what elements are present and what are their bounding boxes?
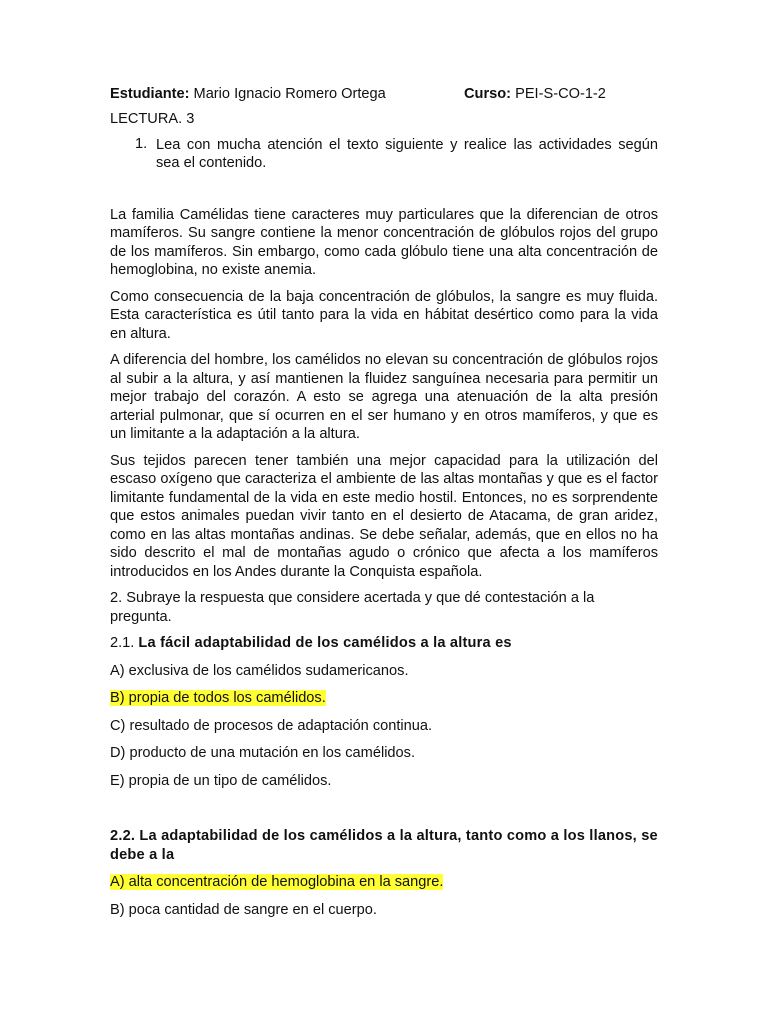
paragraph-4: Sus tejidos parecen tener también una mejor capacidad para la utilización del escaso oxígeno que caracteriza el ambiente de las altas montañas y que es el factor limitante fundamental de la vida en este medio hostil. Entonces, no es sorprendente que estos animales puedan vivir tanto en el desierto de Atacama, de gran aridez, como en las altas montañas andinas. Se debe señalar, además, que en ellos no ha sido descrito el mal de montañas agudo o crónico que afecta a los mamíferos introducidos en los Andes durante la Conquista española. bbox=[110, 452, 658, 580]
option-text: C) resultado de procesos de adaptación continua. bbox=[110, 717, 433, 734]
option-text-highlighted: A) alta concentración de hemoglobina en la sangre. bbox=[110, 874, 444, 890]
option-2-1-d bbox=[110, 744, 658, 763]
question-2-1 bbox=[110, 634, 658, 790]
student-name: Mario Ignacio Romero Ortega bbox=[193, 86, 386, 102]
document-content bbox=[110, 84, 658, 919]
question-2-2 bbox=[110, 827, 658, 919]
option-text: A) exclusiva de los camélidos sudamericanos. bbox=[110, 662, 409, 679]
header-line bbox=[110, 84, 658, 104]
instruction-2: 2. Subraye la respuesta que considere acertada y que dé contestación a la pregunta. bbox=[110, 590, 595, 625]
option-2-1-c bbox=[110, 717, 658, 736]
option-2-2-a bbox=[110, 873, 658, 892]
option-2-1-e bbox=[110, 772, 658, 791]
course-label: Curso: bbox=[464, 86, 512, 102]
paragraph-1: La familia Camélidas tiene caracteres muy particulares que la diferencian de otros mamíferos. Su sangre contiene la menor concentración de glóbulos rojos del grupo de los mamíferos. Sin embargo, como cada glóbulo tiene una alta concentración de hemoglobina, no existe anemia. bbox=[110, 206, 658, 278]
paragraph-2: Como consecuencia de la baja concentración de glóbulos, la sangre es muy fluida. Esta característica es útil tanto para la vida en hábitat desértico como para la vida en altura. bbox=[110, 288, 658, 342]
option-2-1-b bbox=[110, 689, 658, 708]
student-label: Estudiante: bbox=[110, 86, 190, 102]
course-value: PEI-S-CO-1-2 bbox=[515, 86, 606, 102]
option-2-2-b bbox=[110, 901, 658, 920]
option-2-1-a bbox=[110, 662, 658, 681]
question-2-1-title bbox=[110, 634, 658, 653]
option-text: E) propia de un tipo de camélidos. bbox=[110, 772, 332, 789]
option-text: B) poca cantidad de sangre en el cuerpo. bbox=[110, 901, 377, 918]
question-2-2-title: 2.2. La adaptabilidad de los camélidos a la altura, tanto como a los llanos, se debe a la bbox=[110, 828, 658, 863]
reading-text bbox=[110, 206, 658, 582]
question-2-1-number: 2.1. bbox=[110, 635, 135, 651]
question-2-1-text: La fácil adaptabilidad de los camélidos a la altura es bbox=[138, 635, 512, 651]
lectura-title: LECTURA. 3 bbox=[110, 111, 195, 127]
course-info bbox=[464, 86, 606, 102]
student-info bbox=[110, 86, 464, 102]
instruction-1-text: Lea con mucha atención el texto siguiente y realice las actividades según sea el contenido. bbox=[156, 136, 658, 171]
paragraph-3: A diferencia del hombre, los camélidos no elevan su concentración de glóbulos rojos al subir a la altura, y así mantienen la fluidez sanguínea necesaria para permitir un mejor trabajo del corazón. A esto se agrega una atenuación de la alta presión arterial pulmonar, que sí ocurren en el ser humano y en otros mamíferos, y que es un limitante a la adaptación a la altura. bbox=[110, 352, 658, 442]
instruction-1 bbox=[110, 136, 658, 173]
option-text: D) producto de una mutación en los camélidos. bbox=[110, 745, 416, 761]
instruction-1-number: 1. bbox=[135, 135, 148, 152]
option-text-highlighted: B) propia de todos los camélidos. bbox=[110, 690, 326, 706]
